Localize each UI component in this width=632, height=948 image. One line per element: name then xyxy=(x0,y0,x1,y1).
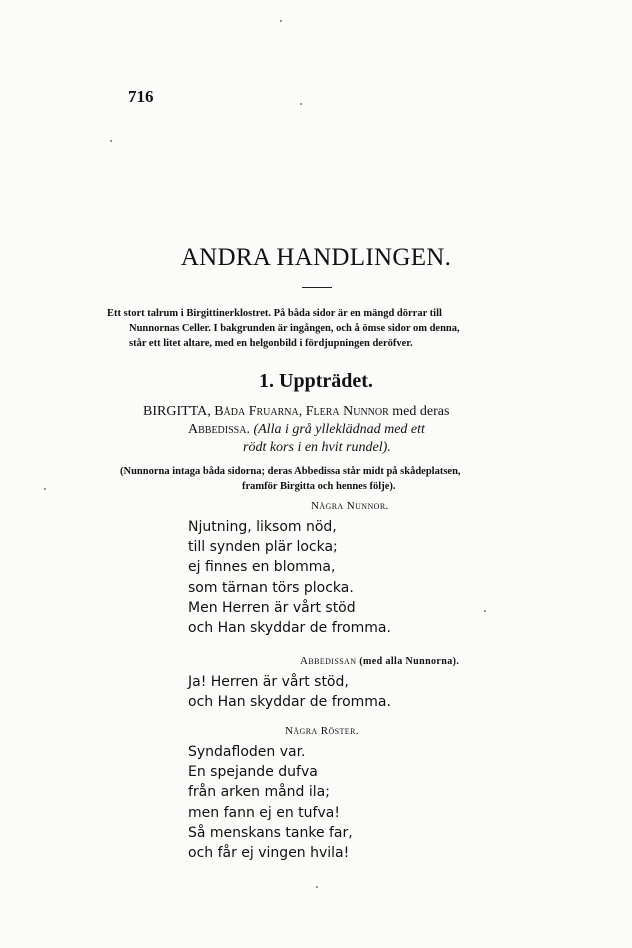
print-speck xyxy=(110,140,112,142)
stage-direction-2-line: framför Birgitta och hennes följe). xyxy=(242,481,396,492)
stage-direction-2-line: (Nunnorna intaga båda sidorna; deras Abbedissa står midt på skådeplatsen, xyxy=(120,466,461,477)
print-speck xyxy=(44,488,46,490)
print-speck xyxy=(484,610,486,612)
verse-line: och Han skyddar de fromma. xyxy=(188,694,391,711)
stage-direction-line: Nunnornas Celler. I bakgrunden är ingången, och å ömse sidor om denna, xyxy=(129,323,460,334)
cast-abbedissa: Abbedissa. xyxy=(188,422,250,437)
stage-direction-line: Ett stort talrum i Birgittinerklostret. På båda sidor är en mängd dörrar till xyxy=(107,308,442,319)
verse-stanza-2 xyxy=(188,672,391,712)
page-number: 716 xyxy=(128,87,154,106)
cast-line xyxy=(143,403,538,421)
cast-costume-note-cont: rödt kors i en hvit rundel). xyxy=(243,440,391,455)
print-speck xyxy=(316,886,318,888)
speaker-nagra-roster: Några Röster. xyxy=(285,725,359,737)
stage-direction-line: står ett litet altare, med en helgonbild i fördjupningen deröfver. xyxy=(129,338,413,349)
stage-direction xyxy=(107,306,562,351)
cast-birgitta: BIRGITTA, xyxy=(143,404,215,419)
verse-line: ej finnes en blomma, xyxy=(188,559,336,576)
speaker-abbedissan-note: (med alla Nunnorna). xyxy=(356,656,460,667)
title-rule xyxy=(302,287,332,288)
print-speck xyxy=(300,103,302,105)
verse-line: Men Herren är vårt stöd xyxy=(188,599,356,616)
cast-costume-note: (Alla i grå ylleklädnad med ett xyxy=(249,422,425,437)
verse-line: En spejande dufva xyxy=(188,764,318,781)
cast-list xyxy=(143,403,538,457)
verse-line: från arken månd ila; xyxy=(188,784,330,801)
act-title: ANDRA HANDLINGEN. xyxy=(180,244,452,271)
scene-title: 1. Uppträdet. xyxy=(259,370,373,392)
verse-line: och får ej vingen hvila! xyxy=(188,845,350,862)
cast-deras: med deras xyxy=(388,404,450,419)
speaker-nagra-nunnor: Några Nunnor. xyxy=(311,500,389,512)
verse-line: till synden plär locka; xyxy=(188,539,338,556)
cast-fruarna-nunnor: Båda Fruarna, Flera Nunnor xyxy=(214,404,389,419)
verse-stanza-1 xyxy=(188,517,391,638)
verse-line: Ja! Herren är vårt stöd, xyxy=(188,674,349,690)
print-speck xyxy=(280,20,282,22)
verse-stanza-3 xyxy=(188,742,353,863)
verse-line: men fann ej en tufva! xyxy=(188,804,340,821)
speaker-abbedissan xyxy=(300,655,459,667)
verse-line: Så menskans tanke far, xyxy=(188,824,353,841)
verse-line: Njutning, liksom nöd, xyxy=(188,519,337,535)
verse-line: och Han skyddar de fromma. xyxy=(188,620,391,637)
verse-line: Syndafloden var. xyxy=(188,744,306,760)
speaker-abbedissan-name: Abbedissan xyxy=(300,655,357,667)
verse-line: som tärnan törs plocka. xyxy=(188,579,354,596)
cast-line xyxy=(143,421,538,439)
stage-direction-2 xyxy=(120,464,565,494)
